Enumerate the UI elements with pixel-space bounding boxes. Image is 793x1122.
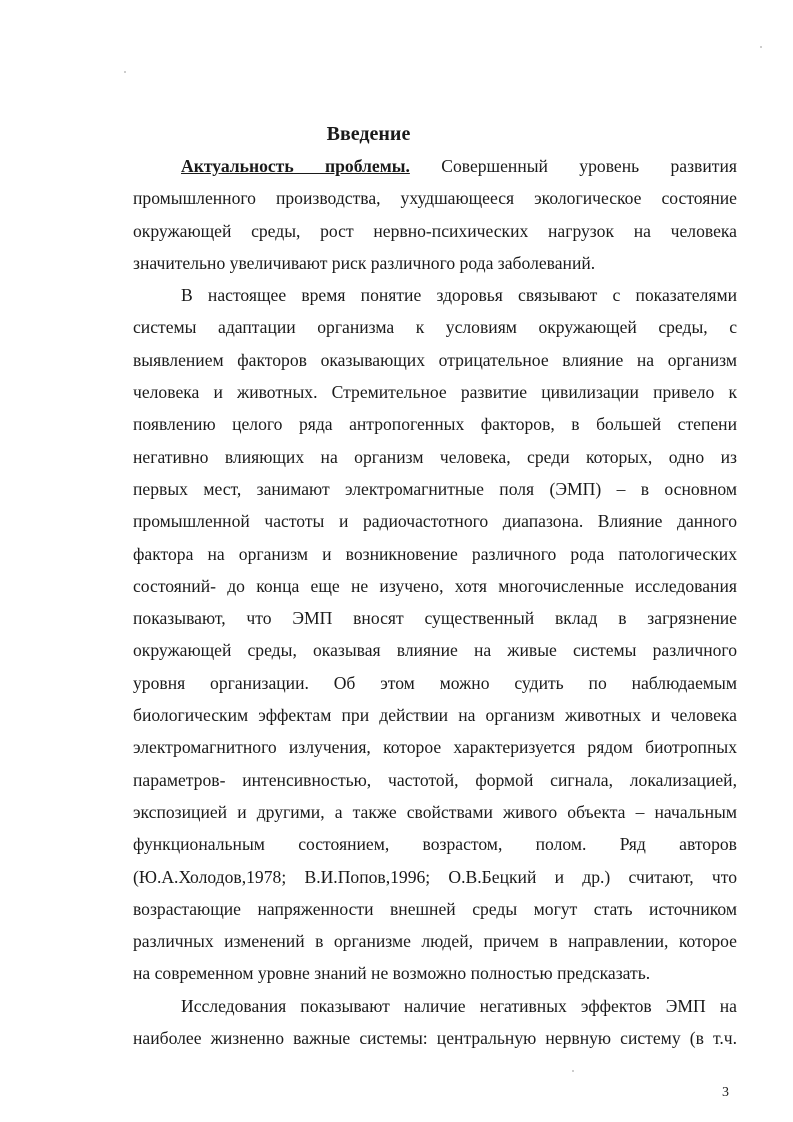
paragraph-2-line: появлению целого ряда антропогенных факторов, в большей степени (133, 414, 737, 435)
paragraph-2-line: системы адаптации организма к условиям окружающей среды, с (133, 317, 737, 338)
paragraph-1-line: окружающей среды, рост нервно-психических нагрузок на человека (133, 220, 737, 241)
scan-speck (572, 1070, 574, 1072)
paragraph-1-line: значительно увеличивают риск различного рода заболеваний. (133, 252, 596, 273)
paragraph-2-line: экспозицией и другими, а также свойствами живого объекта – начальным (133, 801, 737, 822)
paragraph-2-line: параметров- интенсивностью, частотой, формой сигнала, локализацией, (133, 769, 737, 790)
paragraph-2-line: человека и животных. Стремительное развитие цивилизации привело к (133, 382, 737, 403)
paragraph-1-line-1-rest: Совершенный уровень развития (441, 156, 737, 176)
paragraph-2-line: промышленной частоты и радиочастотного диапазона. Влияние данного (133, 511, 737, 532)
paragraph-2-line: показывают, что ЭМП вносят существенный вклад в загрязнение (133, 608, 737, 629)
paragraph-3-line: наиболее жизненно важные системы: центральную нервную систему (в т.ч. (133, 1028, 737, 1049)
paragraph-2-line: на современном уровне знаний не возможно полностью предсказать. (133, 963, 651, 984)
paragraph-3-line: Исследования показывают наличие негативных эффектов ЭМП на (181, 995, 737, 1016)
paragraph-2-line: возрастающие напряженности внешней среды могут стать источником (133, 898, 737, 919)
paragraph-lead: Актуальность проблемы. (181, 156, 410, 176)
paragraph-2-line: В настоящее время понятие здоровья связывают с показателями (181, 285, 737, 306)
body-text (133, 150, 737, 1054)
paragraph-2-line: окружающей среды, оказывая влияние на живые системы различного (133, 640, 737, 661)
paragraph-2-line: (Ю.А.Холодов,1978; В.И.Попов,1996; О.В.Бецкий и др.) считают, что (133, 866, 737, 887)
paragraph-2-line: первых мест, занимают электромагнитные поля (ЭМП) – в основном (133, 478, 737, 499)
paragraph-2-line: функциональным состоянием, возрастом, полом. Ряд авторов (133, 834, 737, 855)
paragraph-1-line-1 (133, 150, 737, 182)
paragraph-2-line: негативно влияющих на организм человека, среди которых, одно из (133, 446, 737, 467)
scan-speck (760, 46, 762, 48)
scan-speck (124, 71, 126, 73)
paragraph-2-line: выявлением факторов оказывающих отрицательное влияние на организм (133, 349, 737, 370)
paragraph-2-line: электромагнитного излучения, которое характеризуется рядом биотропных (133, 737, 737, 758)
paragraph-2-line: состояний- до конца еще не изучено, хотя многочисленные исследования (133, 575, 737, 596)
page-number: 3 (722, 1085, 729, 1100)
paragraph-2-line: фактора на организм и возникновение различного рода патологических (133, 543, 737, 564)
paragraph-1-line: промышленного производства, ухудшающееся экологическое состояние (133, 188, 737, 209)
section-heading: Введение (326, 123, 411, 145)
paragraph-2-line: биологическим эффектам при действии на организм животных и человека (133, 705, 737, 726)
paragraph-2-line: различных изменений в организме людей, причем в направлении, которое (133, 931, 737, 952)
paragraph-2-line: уровня организации. Об этом можно судить по наблюдаемым (133, 672, 737, 693)
